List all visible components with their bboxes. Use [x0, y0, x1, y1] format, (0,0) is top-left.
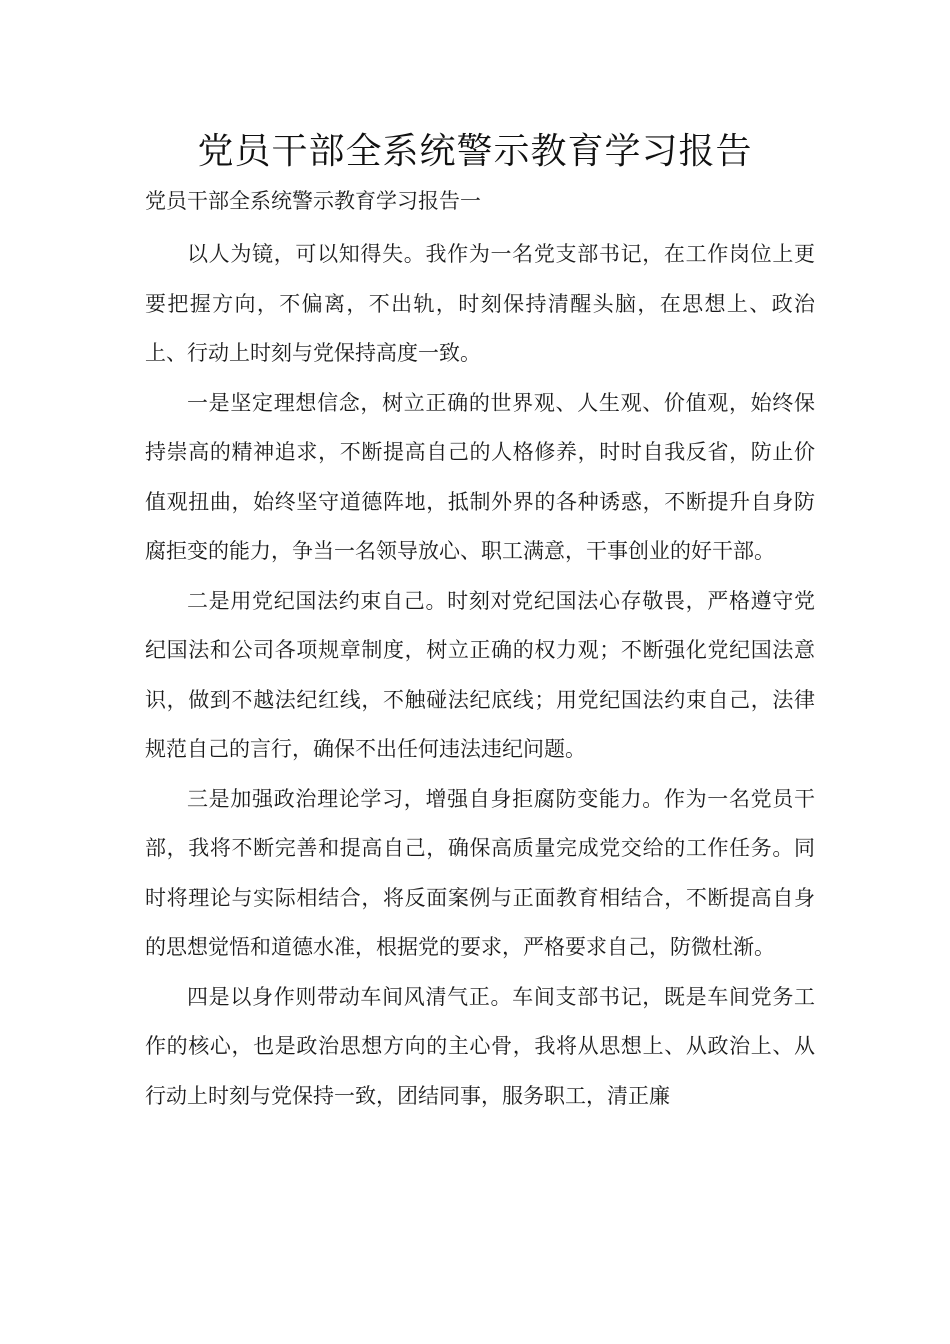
paragraph-point-4: 四是以身作则带动车间风清气正。车间支部书记，既是车间党务工作的核心，也是政治思想方向的主心骨，我将从思想上、从政治上、从行动上时刻与党保持一致，团结同事，服务职工，清正廉	[145, 984, 815, 1108]
paragraph-point-1: 一是坚定理想信念，树立正确的世界观、人生观、价值观，始终保持崇高的精神追求，不断提高自己的人格修养，时时自我反省，防止价值观扭曲，始终坚守道德阵地，抵制外界的各种诱惑，不断提升自身防腐拒变的能力，争当一名领导放心、职工满意，干事创业的好干部。	[145, 390, 815, 563]
paragraph-intro: 以人为镜，可以知得失。我作为一名党支部书记，在工作岗位上更要把握方向，不偏离，不出轨，时刻保持清醒头脑，在思想上、政治上、行动上时刻与党保持高度一致。	[145, 242, 815, 365]
document-title: 党员干部全系统警示教育学习报告	[197, 131, 753, 172]
document-subtitle: 党员干部全系统警示教育学习报告一	[145, 189, 481, 213]
paragraph-point-3: 三是加强政治理论学习，增强自身拒腐防变能力。作为一名党员干部，我将不断完善和提高自己，确保高质量完成党交给的工作任务。同时将理论与实际相结合，将反面案例与正面教育相结合，不断提高自身的思想觉悟和道德水准，根据党的要求，严格要求自己，防微杜渐。	[145, 786, 815, 959]
document-body	[145, 230, 815, 1121]
paragraph-point-2: 二是用党纪国法约束自己。时刻对党纪国法心存敬畏，严格遵守党纪国法和公司各项规章制度，树立正确的权力观；不断强化党纪国法意识，做到不越法纪红线，不触碰法纪底线；用党纪国法约束自己，法律规范自己的言行，确保不出任何违法违纪问题。	[145, 588, 815, 761]
